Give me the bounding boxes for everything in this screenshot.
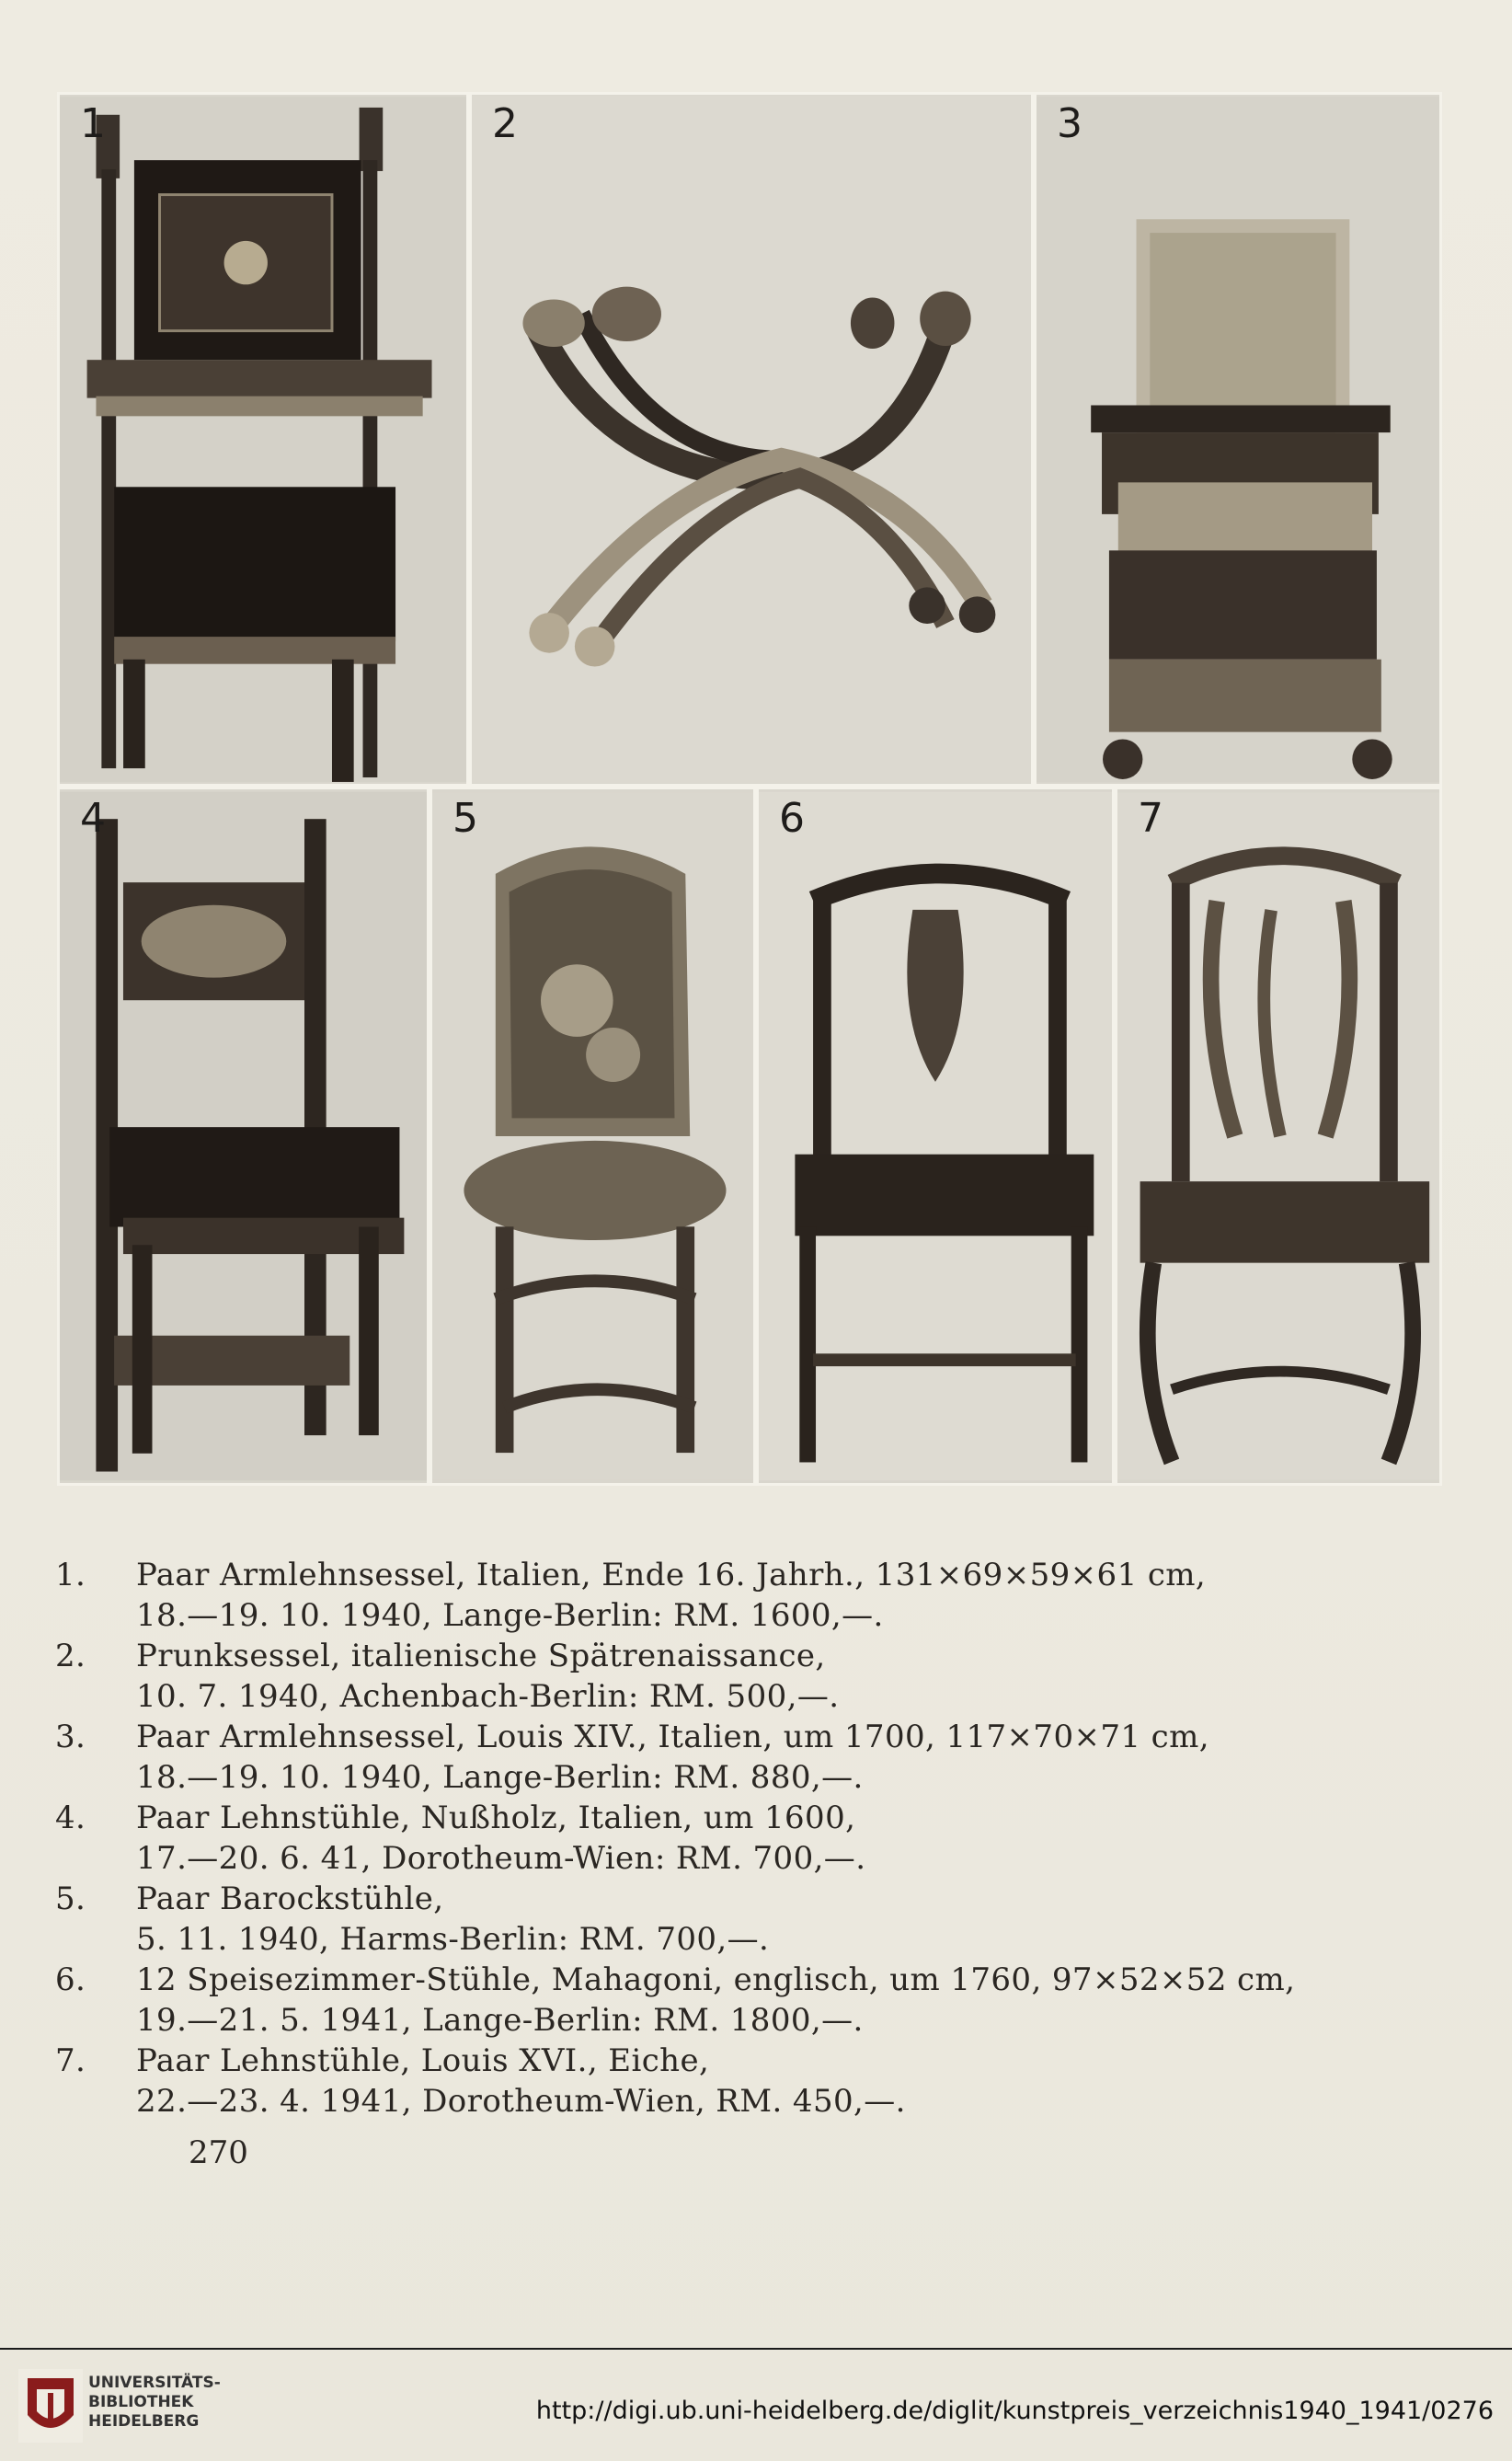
caption-item <box>55 2041 1380 2122</box>
caption-line2: 19.—21. 5. 1941, Lange-Berlin: RM. 1800,—. <box>136 2002 864 2039</box>
plate-5 <box>430 787 756 1486</box>
caption-line1: Prunksessel, italienische Spätrenaissance, <box>136 1638 826 1674</box>
caption-line1: Paar Lehnstühle, Louis XVI., Eiche, <box>136 2042 710 2079</box>
caption-line1: Paar Armlehnsessel, Louis XIV., Italien, um 1700, 117×70×71 cm, <box>136 1719 1209 1755</box>
caption-index: 6. <box>55 1961 86 1998</box>
caption-item <box>55 1879 1380 1960</box>
caption-line1: 12 Speisezimmer-Stühle, Mahagoni, englisch, um 1760, 97×52×52 cm, <box>136 1961 1296 1998</box>
caption-line1: Paar Barockstühle, <box>136 1880 444 1917</box>
plate-number: 3 <box>1057 100 1082 147</box>
chair-illustration-3 <box>1037 95 1439 784</box>
chair-illustration-4 <box>60 789 427 1483</box>
caption-line2: 18.—19. 10. 1940, Lange-Berlin: RM. 1600,—. <box>136 1597 884 1634</box>
caption-line1: Paar Armlehnsessel, Italien, Ende 16. Jahrh., 131×69×59×61 cm, <box>136 1557 1207 1593</box>
caption-item <box>55 1960 1380 2041</box>
caption-index: 4. <box>55 1800 86 1836</box>
plate-number: 4 <box>80 795 106 842</box>
plate-6 <box>756 787 1115 1486</box>
plate-number: 5 <box>452 795 478 842</box>
caption-index: 1. <box>55 1557 86 1593</box>
footer-divider <box>0 2348 1512 2350</box>
library-name-line: BIBLIOTHEK <box>88 2393 194 2411</box>
caption-line2: 5. 11. 1940, Harms-Berlin: RM. 700,—. <box>136 1921 770 1958</box>
chair-illustration-7 <box>1117 789 1439 1483</box>
library-name-line: UNIVERSITÄTS- <box>88 2374 221 2392</box>
source-url-link[interactable]: http://digi.ub.uni-heidelberg.de/diglit/kunstpreis_verzeichnis1940_1941/0276 <box>535 2397 1494 2425</box>
plate-3 <box>1034 92 1442 787</box>
caption-line2: 18.—19. 10. 1940, Lange-Berlin: RM. 880,—. <box>136 1759 864 1796</box>
chair-illustration-2 <box>472 95 1031 784</box>
caption-item <box>55 1555 1380 1636</box>
caption-line1: Paar Lehnstühle, Nußholz, Italien, um 1600, <box>136 1800 856 1836</box>
plate-2 <box>469 92 1034 787</box>
plate-number: 7 <box>1138 795 1163 842</box>
caption-line2: 10. 7. 1940, Achenbach-Berlin: RM. 500,—. <box>136 1678 840 1715</box>
caption-item <box>55 1636 1380 1717</box>
library-name <box>88 2374 221 2432</box>
caption-item <box>55 1798 1380 1879</box>
caption-item <box>55 1717 1380 1798</box>
plate-number: 2 <box>492 100 518 147</box>
caption-index: 3. <box>55 1719 86 1755</box>
caption-line2: 22.—23. 4. 1941, Dorotheum-Wien, RM. 450,—. <box>136 2083 906 2120</box>
caption-list <box>55 1555 1380 2122</box>
plate-number: 1 <box>80 100 106 147</box>
caption-index: 2. <box>55 1638 86 1674</box>
plate-4 <box>57 787 430 1486</box>
caption-index: 5. <box>55 1880 86 1917</box>
chair-illustration-1 <box>60 95 466 784</box>
caption-index: 7. <box>55 2042 86 2079</box>
plate-1 <box>57 92 469 787</box>
chair-illustration-5 <box>432 789 753 1483</box>
library-name-line: HEIDELBERG <box>88 2412 200 2431</box>
caption-line2: 17.—20. 6. 41, Dorotheum-Wien: RM. 700,—. <box>136 1840 866 1877</box>
plate-7 <box>1115 787 1442 1486</box>
plate-number: 6 <box>779 795 805 842</box>
library-logo-icon <box>18 2369 83 2443</box>
chair-illustration-6 <box>759 789 1112 1483</box>
page-number: 270 <box>189 2134 248 2171</box>
